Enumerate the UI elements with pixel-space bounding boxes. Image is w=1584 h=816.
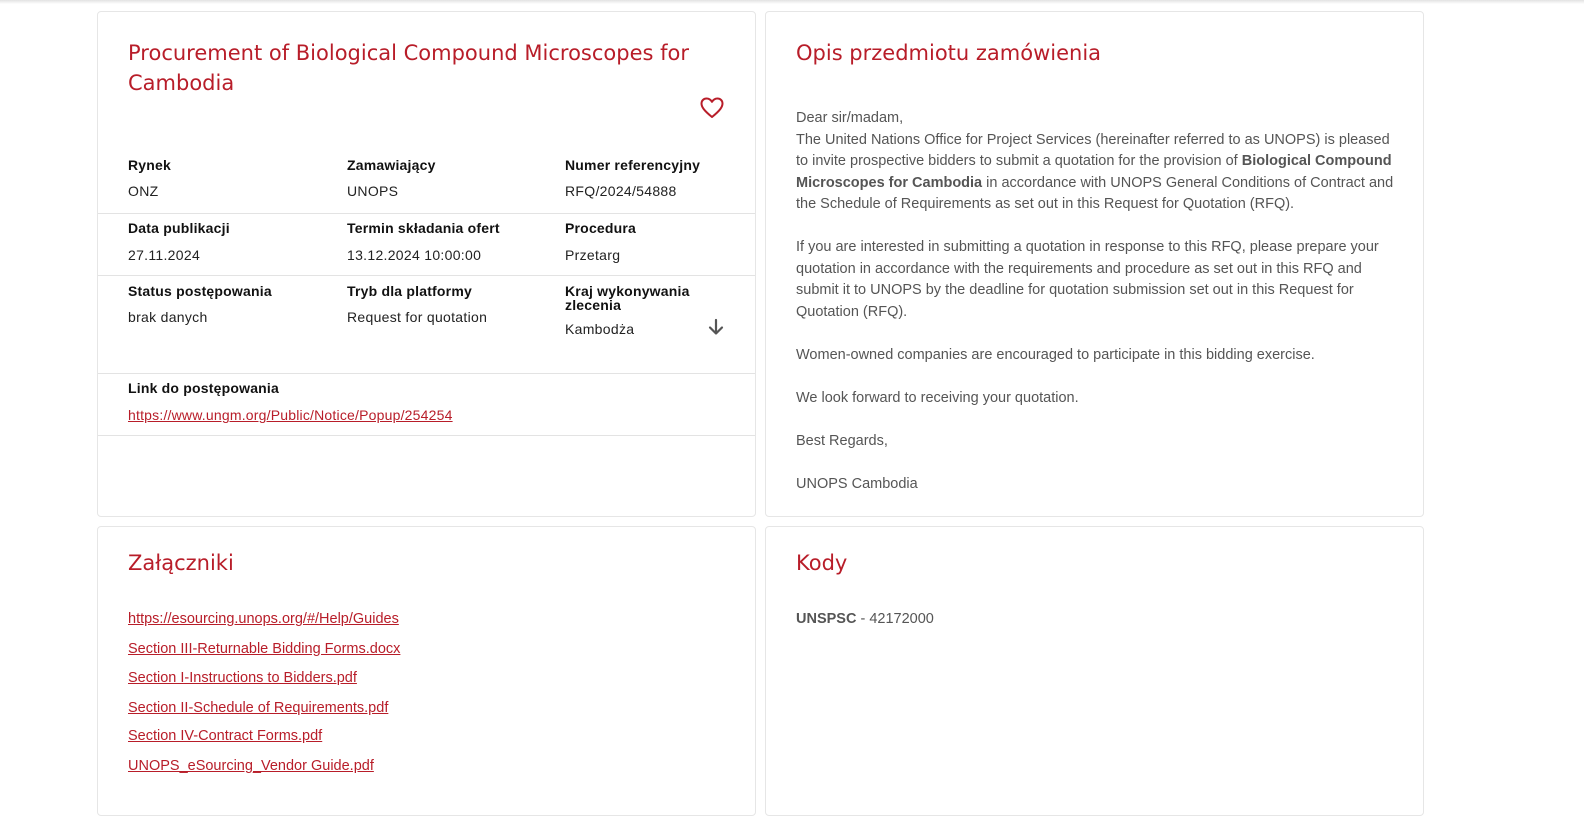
- field-value-country: Kambodża: [565, 321, 635, 337]
- attachment-link[interactable]: UNOPS_eSourcing_Vendor Guide.pdf: [128, 758, 374, 774]
- field-label-notice-link: Link do postępowania: [128, 380, 280, 396]
- description-title: Opis przedmiotu zamówienia: [796, 41, 1102, 65]
- attachment-link[interactable]: https://esourcing.unops.org/#/Help/Guides: [128, 611, 399, 627]
- field-label-platform-mode: Tryb dla platformy: [347, 283, 472, 299]
- divider: [98, 435, 755, 436]
- codes-card: [765, 526, 1424, 816]
- codes-title: Kody: [796, 551, 848, 575]
- description-paragraph: Women-owned companies are encouraged to participate in this bidding exercise.: [796, 346, 1315, 363]
- top-shadow: [0, 0, 1584, 4]
- notice-link[interactable]: https://www.ungm.org/Public/Notice/Popup/254254: [128, 407, 453, 423]
- field-value-publication-date: 27.11.2024: [128, 247, 201, 263]
- field-label-reference-number: Numer referencyjny: [565, 157, 701, 173]
- description-paragraph: If you are interested in submitting a quotation in response to this RFQ, please prepare your quotation in accordance with the requirements and procedure as set out in this RFQ and submit it to UNOPS by the deadline for quotation submission set out in this Request for Quotation (RFQ).: [796, 239, 1379, 320]
- description-card: [765, 11, 1424, 517]
- field-label-market: Rynek: [128, 157, 172, 173]
- code-value: 42172000: [869, 611, 934, 627]
- field-label-contracting-authority: Zamawiający: [347, 157, 436, 173]
- code-entry: [796, 611, 934, 627]
- field-label-procedure: Procedura: [565, 220, 637, 236]
- attachment-link[interactable]: Section I-Instructions to Bidders.pdf: [128, 670, 357, 686]
- notice-details-card: [97, 11, 756, 517]
- field-label-country: Kraj wykonywania zlecenia: [565, 283, 690, 313]
- field-value-reference-number: RFQ/2024/54888: [565, 183, 677, 199]
- field-label-status: Status postępowania: [128, 283, 272, 299]
- attachment-link[interactable]: Section III-Returnable Bidding Forms.docx: [128, 641, 401, 657]
- attachment-link[interactable]: Section IV-Contract Forms.pdf: [128, 728, 323, 744]
- code-scheme: UNSPSC: [796, 611, 857, 627]
- field-value-deadline: 13.12.2024 10:00:00: [347, 247, 482, 263]
- field-value-contracting-authority: UNOPS: [347, 183, 399, 199]
- field-value-status: brak danych: [128, 309, 208, 325]
- field-value-market: ONZ: [128, 183, 159, 199]
- field-label-deadline: Termin składania ofert: [347, 220, 500, 236]
- field-value-procedure: Przetarg: [565, 247, 621, 263]
- attachment-link[interactable]: Section II-Schedule of Requirements.pdf: [128, 700, 389, 716]
- heart-icon[interactable]: [700, 97, 724, 119]
- attachments-card: [97, 526, 756, 816]
- divider: [98, 275, 755, 276]
- description-greeting: Dear sir/madam,: [796, 110, 904, 126]
- field-value-platform-mode: Request for quotation: [347, 309, 488, 325]
- description-paragraph: Best Regards,: [796, 432, 888, 449]
- notice-title: Procurement of Biological Compound Microscopes for Cambodia: [128, 41, 690, 95]
- description-paragraph: The United Nations Office for Project Services (hereinafter referred to as UNOPS) is pleased to invite prospective bidders to submit a quotation for the provision of Biological Compound Microscopes for Cambodia in accordance with UNOPS General Conditions of Contract and the Schedule of Requirements as set out in this Request for Quotation (RFQ).: [796, 131, 1394, 212]
- description-paragraph: UNOPS Cambodia: [796, 475, 918, 492]
- description-text: [796, 108, 1401, 495]
- code-separator: -: [856, 611, 870, 627]
- divider: [98, 213, 755, 214]
- field-label-publication-date: Data publikacji: [128, 220, 230, 236]
- description-paragraph: We look forward to receiving your quotation.: [796, 389, 1079, 406]
- arrow-down-icon[interactable]: [707, 318, 725, 336]
- attachments-title: Załączniki: [128, 551, 234, 575]
- divider: [98, 373, 755, 374]
